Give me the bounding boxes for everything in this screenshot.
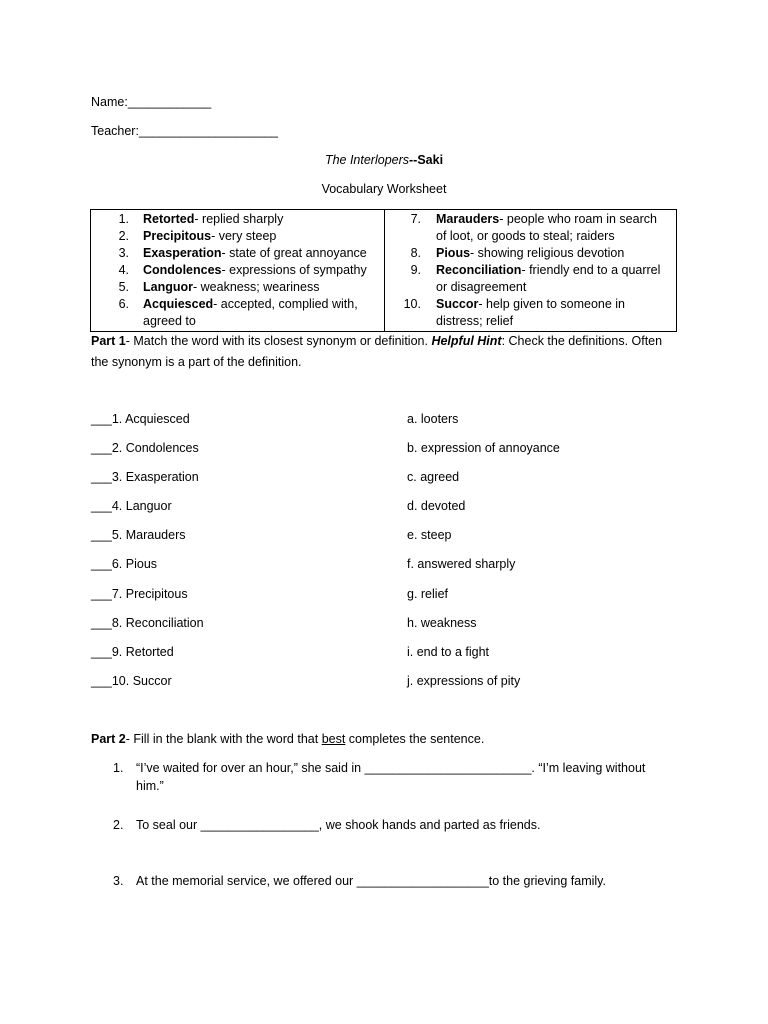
match-word: ___4. Languor [91, 499, 172, 513]
teacher-field-label: Teacher:____________________ [91, 124, 278, 138]
match-definition: h. weakness [407, 616, 477, 630]
vocab-definition: - accepted, complied with, [213, 297, 358, 311]
match-word: ___1. Acquiesced [91, 412, 190, 426]
part2-label: Part 2 [91, 732, 126, 746]
sentence-text-continued: him.” [136, 779, 164, 793]
sentence-text: “I’ve waited for over an hour,” she said in ________________________. “I’m leaving without [136, 761, 646, 775]
part2-instructions [91, 732, 484, 746]
part2-text-end: completes the sentence. [345, 732, 485, 746]
vocab-number: 6. [118, 297, 129, 311]
match-definition: c. agreed [407, 470, 460, 484]
part2-text: - Fill in the blank with the word that [125, 732, 322, 746]
part1-label: Part 1 [91, 334, 126, 348]
vocab-word: Succor [436, 297, 479, 311]
vocab-number: 1. [118, 212, 129, 226]
vocab-number: 3. [118, 246, 129, 260]
match-definition: a. looters [407, 412, 459, 426]
vocabulary-table [90, 209, 677, 332]
match-definition: d. devoted [407, 499, 466, 513]
vocab-item-7-continued: of loot, or goods to steal; raiders [436, 229, 615, 243]
vocab-definition: - showing religious devotion [470, 246, 625, 260]
vocab-word: Reconciliation [436, 263, 522, 277]
sentence-number: 3. [113, 874, 124, 888]
match-definition: g. relief [407, 587, 448, 601]
vocab-number: 8. [410, 246, 421, 260]
part1-instructions-continued: the synonym is a part of the definition. [91, 355, 302, 369]
vocab-word: Pious [436, 246, 471, 260]
match-word: ___5. Marauders [91, 528, 186, 542]
vocab-number: 7. [410, 212, 421, 226]
sentence-number: 1. [113, 761, 124, 775]
vocab-definition: - weakness; weariness [193, 280, 320, 294]
story-title: The Interlopers [324, 153, 410, 167]
sentence-number: 2. [113, 818, 124, 832]
vocab-word: Precipitous [143, 229, 212, 243]
part1-hint-text: : Check the definitions. Often [501, 334, 663, 348]
match-word: ___7. Precipitous [91, 587, 188, 601]
name-field-label: Name:____________ [91, 95, 212, 109]
vocab-item-6-continued: agreed to [143, 314, 196, 328]
vocab-definition: - people who roam in search [499, 212, 657, 226]
vocab-word: Marauders [436, 212, 500, 226]
worksheet-title: Vocabulary Worksheet [321, 182, 447, 196]
vocab-item-10-continued: distress; relief [436, 314, 514, 328]
vocab-word: Condolences [143, 263, 222, 277]
sentence-text: To seal our _________________, we shook hands and parted as friends. [136, 818, 541, 832]
vocab-item-9-continued: or disagreement [436, 280, 527, 294]
match-definition: i. end to a fight [407, 645, 490, 659]
vocab-number: 9. [410, 263, 421, 277]
vocab-definition: - friendly end to a quarrel [521, 263, 661, 277]
match-definition: j. expressions of pity [407, 674, 521, 688]
match-definition: e. steep [407, 528, 452, 542]
match-definition: b. expression of annoyance [407, 441, 560, 455]
vocab-number: 5. [118, 280, 129, 294]
match-word: ___9. Retorted [91, 645, 174, 659]
story-heading [0, 153, 768, 167]
table-divider [384, 210, 385, 331]
vocab-word: Retorted [143, 212, 195, 226]
vocab-definition: - very steep [211, 229, 277, 243]
story-author: --Saki [409, 153, 444, 167]
vocab-definition: - help given to someone in [478, 297, 626, 311]
best-underlined: best [321, 732, 346, 746]
part1-instructions [91, 334, 662, 348]
vocab-number: 2. [118, 229, 129, 243]
vocab-word: Exasperation [143, 246, 222, 260]
vocab-word: Languor [143, 280, 193, 294]
match-definition: f. answered sharply [407, 557, 516, 571]
match-word: ___10. Succor [91, 674, 172, 688]
vocab-definition: - expressions of sympathy [221, 263, 367, 277]
vocab-definition: - state of great annoyance [221, 246, 367, 260]
helpful-hint-label: Helpful Hint [431, 334, 502, 348]
vocab-word: Acquiesced [143, 297, 214, 311]
match-word: ___3. Exasperation [91, 470, 199, 484]
match-word: ___8. Reconciliation [91, 616, 204, 630]
vocab-definition: - replied sharply [194, 212, 284, 226]
vocab-number: 10. [403, 297, 421, 311]
match-word: ___2. Condolences [91, 441, 199, 455]
part1-text: - Match the word with its closest synonym or definition. [125, 334, 432, 348]
sentence-text: At the memorial service, we offered our ___________________to the grieving family. [136, 874, 606, 888]
match-word: ___6. Pious [91, 557, 158, 571]
vocab-number: 4. [118, 263, 129, 277]
